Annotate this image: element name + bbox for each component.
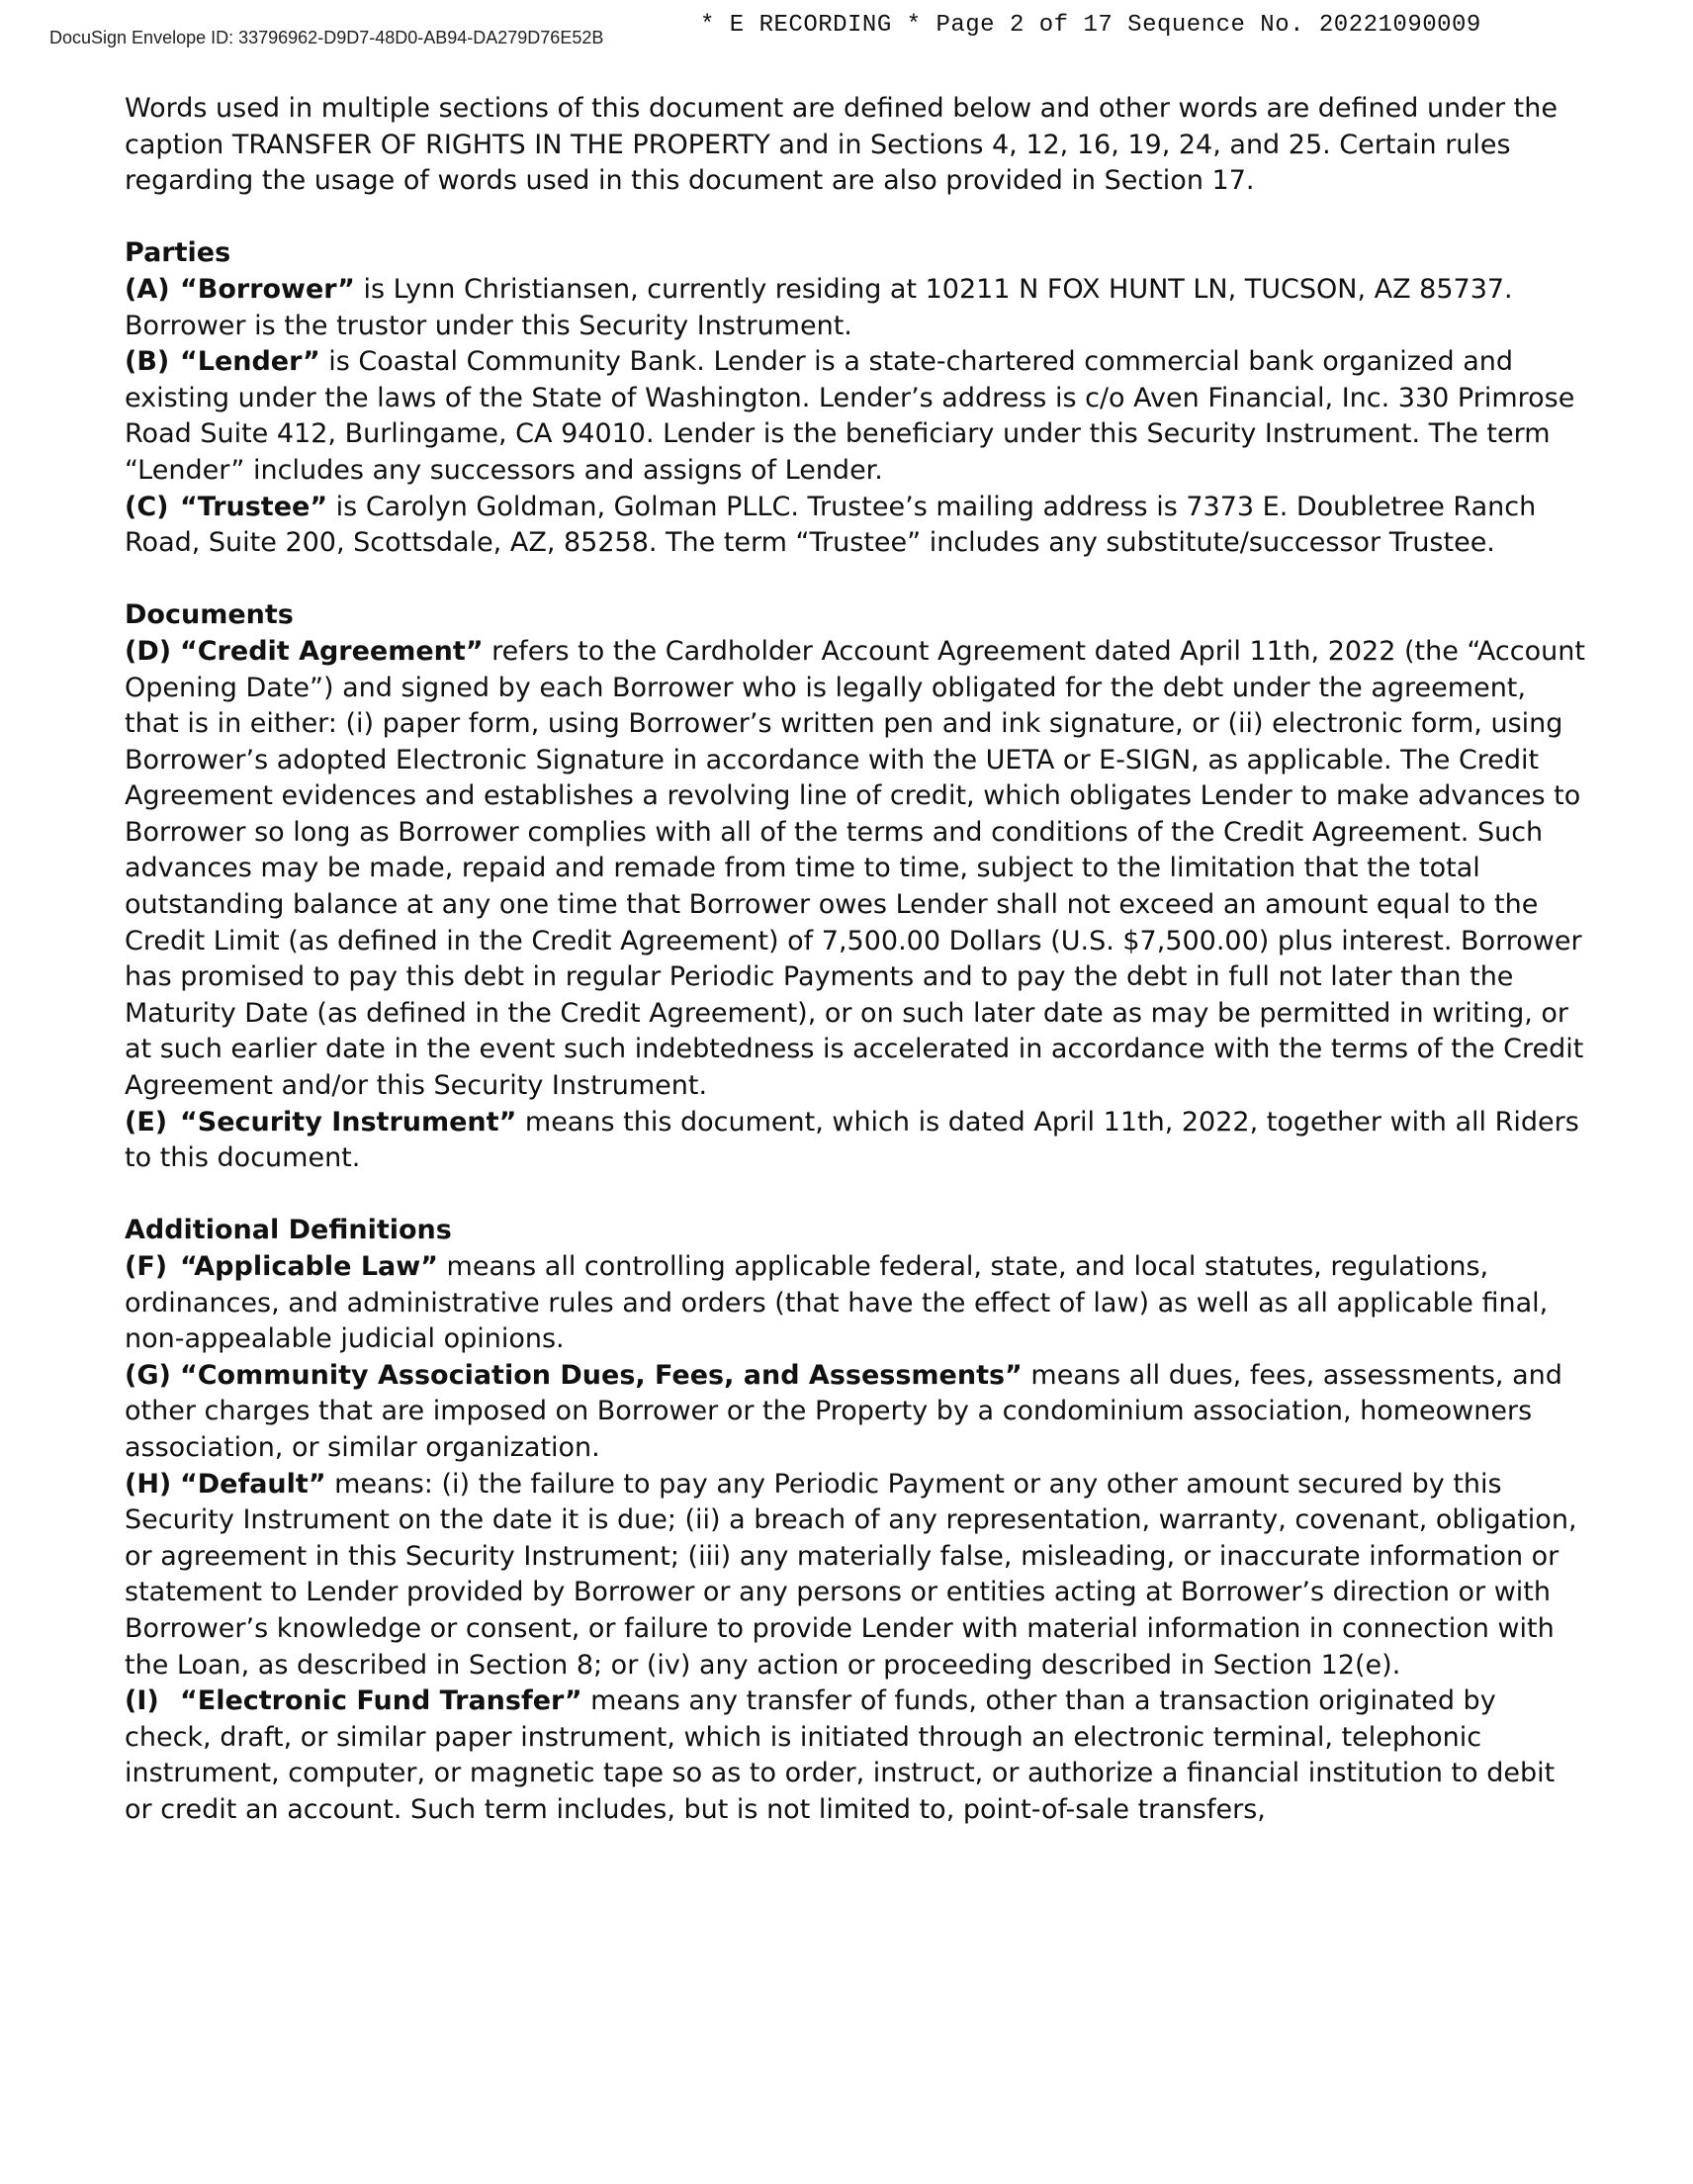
definition-text: means any transfer of funds, other than a transaction originated by check, draft, or similar paper instrument, which is initiated through an electronic terminal, telephonic instrument, computer, or magnetic tape so as to order, instruct, or authorize a financial institution to debit or credit an account. Such term includes, but is not limited to, point-of-sale transfers, — [125, 1685, 1556, 1825]
definition-text: is Carolyn Goldman, Golman PLLC. Trustee’s mailing address is 7373 E. Doubletree Ranch Road, Suite 200, Scottsdale, AZ, 85258. The term “Trustee” includes any substitute/successor Trustee. — [125, 491, 1537, 559]
recording-stamp: * E RECORDING * Page 2 of 17 Sequence No. 20221090009 — [700, 12, 1481, 39]
definition-text: means: (i) the failure to pay any Periodic Payment or any other amount secured by this Security Instrument on the date it is due; (ii) a breach of any representation, warranty, covenant, obligation, or agreement in this Security Instrument; (iii) any materially false, misleading, or inaccurate information or statement to Lender provided by Borrower or any persons or entities acting at Borrower’s direction or with Borrower’s knowledge or consent, or failure to provide Lender with material information in connection with the Loan, as described in Section 8; or (iv) any action or proceeding described in Section 12(e). — [125, 1468, 1577, 1681]
definition-item — [125, 490, 1588, 562]
item-label: (B) — [125, 346, 170, 378]
defined-term: “Credit Agreement” — [180, 635, 484, 667]
defined-term: “Security Instrument” — [180, 1106, 517, 1138]
section-heading-documents: Documents — [125, 599, 294, 631]
item-label: (H) — [125, 1468, 172, 1500]
item-label: (D) — [125, 635, 172, 667]
definition-text: means all dues, fees, assessments, and other charges that are imposed on Borrower or the Property by a condominium association, homeowners association, or similar organization. — [125, 1359, 1562, 1463]
definition-text: means this document, which is dated April 11th, 2022, together with all Riders to this document. — [125, 1106, 1579, 1174]
definition-text: is Coastal Community Bank. Lender is a state-chartered commercial bank organized and existing under the laws of the State of Washington. Lender’s address is c/o Aven Financial, Inc. 330 Primrose Road Suite 412, Burlingame, CA 94010. Lender is the beneficiary under this Security Instrument. The term “Lender” includes any successors and assigns of Lender. — [125, 346, 1575, 486]
definition-item — [125, 634, 1588, 1105]
definition-text: means all controlling applicable federal, state, and local statutes, regulations, ordinances, and administrative rules and orders (that have the effect of law) as well as all applicable final, non-appealable judicial opinions. — [125, 1251, 1549, 1355]
definition-text: refers to the Cardholder Account Agreement dated April 11th, 2022 (the “Account Opening Date”) and signed by each Borrower who is legally obligated for the debt under the agreement, that is in either: (i) paper form, using Borrower’s written pen and ink signature, or (ii) electronic form, using Borrower’s adopted Electronic Signature in accordance with the UETA or E-SIGN, as applicable. The Credit Agreement evidences and establishes a revolving line of credit, which obligates Lender to make advances to Borrower so long as Borrower complies with all of the terms and conditions of the Credit Agreement. Such advances may be made, repaid and remade from time to time, subject to the limitation that the total outstanding balance at any one time that Borrower owes Lender shall not exceed an amount equal to the Credit Limit (as defined in the Credit Agreement) of 7,500.00 Dollars (U.S. $7,500.00) plus interest. Borrower has promised to pay this debt in regular Periodic Payments and to pay the debt in full not later than the Maturity Date (as defined in the Credit Agreement), or on such later date as may be permitted in writing, or at such earlier date in the event such indebtedness is accelerated in accordance with the terms of the Credit Agreement and/or this Security Instrument. — [125, 635, 1585, 1102]
definition-item — [125, 1684, 1588, 1828]
definition-item — [125, 272, 1588, 344]
defined-term: “Lender” — [180, 346, 320, 378]
defined-term: “Default” — [180, 1468, 326, 1500]
item-label: (F) — [125, 1251, 168, 1282]
definition-item — [125, 344, 1588, 489]
document-body — [125, 91, 1588, 1829]
item-label: (G) — [125, 1359, 171, 1391]
section-heading-additional-definitions: Additional Definitions — [125, 1215, 452, 1246]
docusign-envelope-id: DocuSign Envelope ID: 33796962-D9D7-48D0-AB94-DA279D76E52B — [49, 28, 604, 47]
item-label: (A) — [125, 273, 170, 305]
definition-item — [125, 1105, 1588, 1177]
definition-text: is Lynn Christiansen, currently residing at 10211 N FOX HUNT LN, TUCSON, AZ 85737. Borrower is the trustor under this Security Instrument. — [125, 273, 1513, 341]
definition-item — [125, 1358, 1588, 1467]
item-label: (I) — [125, 1685, 159, 1717]
defined-term: “Borrower” — [180, 273, 355, 305]
defined-term: “Applicable Law” — [180, 1251, 438, 1282]
defined-term: “Trustee” — [180, 491, 328, 522]
section-heading-parties: Parties — [125, 237, 231, 269]
definition-item — [125, 1467, 1588, 1684]
item-label: (E) — [125, 1106, 168, 1138]
defined-term: “Community Association Dues, Fees, and Assessments” — [180, 1359, 1023, 1391]
defined-term: “Electronic Fund Transfer” — [180, 1685, 582, 1717]
intro-paragraph: Words used in multiple sections of this document are defined below and other words are defined under the caption TRANSFER OF RIGHTS IN THE PROPERTY and in Sections 4, 12, 16, 19, 24, and 25. Certain rules regarding the usage of words used in this document are also provided in Section 17. — [125, 93, 1558, 197]
item-label: (C) — [125, 491, 169, 522]
definition-item — [125, 1249, 1588, 1358]
